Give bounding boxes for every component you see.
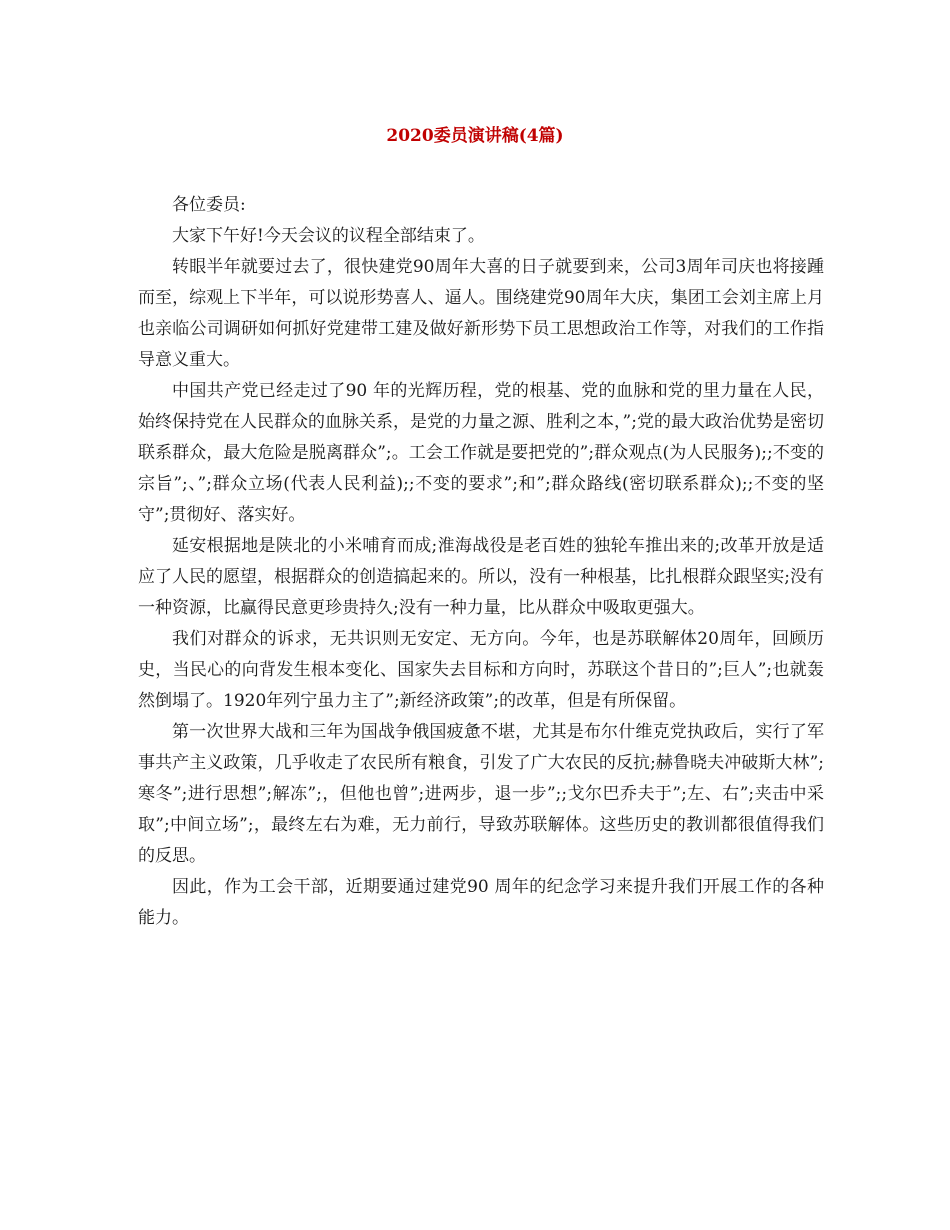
- document-body: [138, 190, 824, 934]
- paragraph-soviet-anniversary: 我们对群众的诉求，无共识则无安定、无方向。今年，也是苏联解体20周年，回顾历史，当民心的向背发生根本变化、国家失去目标和方向时，苏联这个昔日的”;巨人”;也就轰然倒塌了。1920年列宁虽力主了”;新经济政策”;的改革，但是有所保留。: [138, 629, 824, 711]
- paragraph-world-war: 第一次世界大战和三年为国战争俄国疲惫不堪，尤其是布尔什维克党执政后，实行了军事共产主义政策，几乎收走了农民所有粮食，引发了广大农民的反抗;赫鲁晓夫冲破斯大林”;寒冬”;进行思想”;解冻”;，但他也曾”;进两步，退一步”;;戈尔巴乔夫于”;左、右”;夹击中采取”;中间立场”;，最终左右为难，无力前行，导致苏联解体。这些历史的教训都很值得我们的反思。: [138, 722, 824, 866]
- paragraph-yanan: 延安根据地是陕北的小米哺育而成;淮海战役是老百姓的独轮车推出来的;改革开放是适应了人民的愿望，根据群众的创造搞起来的。所以，没有一种根基，比扎根群众跟坚实;没有一种资源，比赢得民意更珍贵持久;没有一种力量，比从群众中吸取更强大。: [138, 536, 824, 618]
- paragraph-party-history: 中国共产党已经走过了90 年的光辉历程，党的根基、党的血脉和党的里力量在人民，始终保持党在人民群众的血脉关系，是党的力量之源、胜利之本，”;党的最大政治优势是密切联系群众，最大危险是脱离群众”;。工会工作就是要把党的”;群众观点(为人民服务);;不变的宗旨”;、”;群众立场(代表人民利益);;不变的要求”;和”;群众路线(密切联系群众);;不变的坚守”;贯彻好、落实好。: [138, 381, 824, 525]
- paragraph-greeting: 大家下午好!今天会议的议程全部结束了。: [172, 226, 485, 246]
- document-title: 2020委员演讲稿(4篇): [386, 126, 564, 146]
- salutation: 各位委员:: [172, 195, 246, 215]
- paragraph-half-year: 转眼半年就要过去了，很快建党90周年大喜的日子就要到来，公司3周年司庆也将接踵而至，综观上下半年，可以说形势喜人、逼人。围绕建党90周年大庆，集团工会刘主席上月也亲临公司调研如何抓好党建带工建及做好新形势下员工思想政治工作等，对我们的工作指导意义重大。: [138, 257, 824, 370]
- paragraph-conclusion: 因此，作为工会干部，近期要通过建党90 周年的纪念学习来提升我们开展工作的各种能力。: [138, 877, 824, 928]
